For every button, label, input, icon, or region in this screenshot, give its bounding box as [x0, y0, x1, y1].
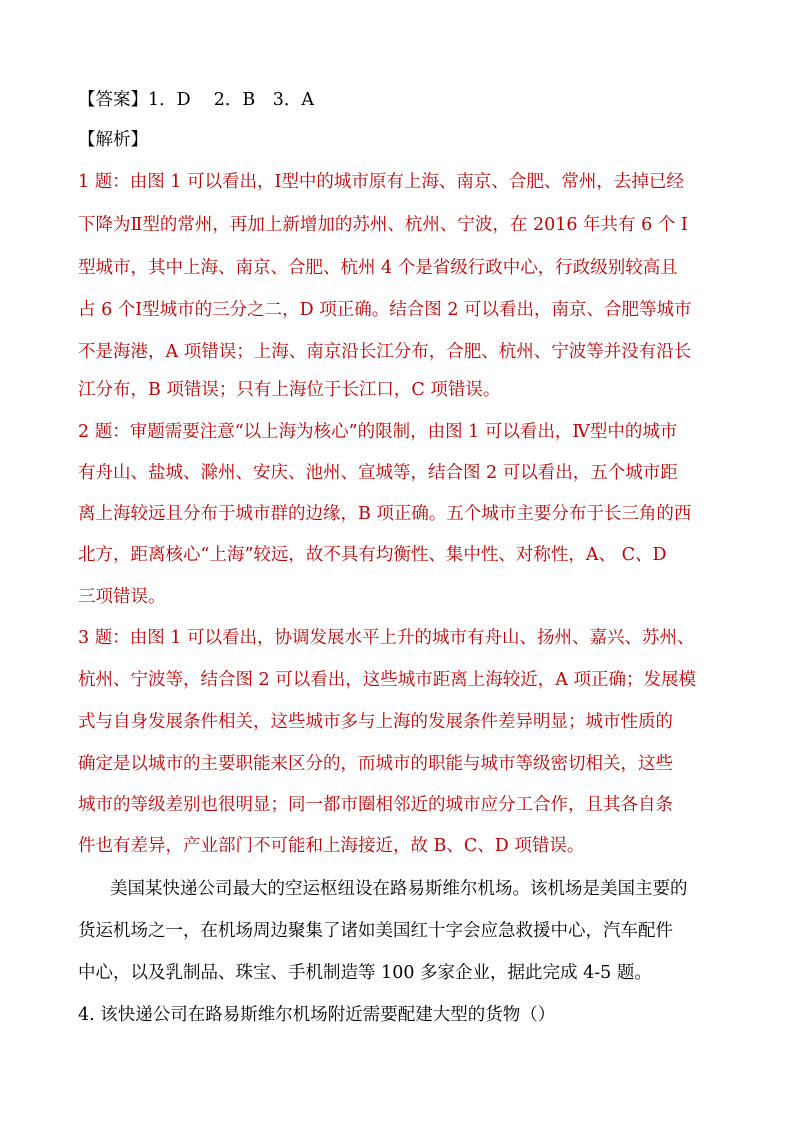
passage-line: 中心，以及乳制品、珠宝、手机制造等 100 多家企业，据此完成 4-5 题。 [78, 963, 652, 983]
q1-line: 1 题：由图 1 可以看出，Ⅰ型中的城市原有上海、南京、合肥、常州，去掉已经 [78, 172, 684, 192]
q3-line: 件也有差异，产业部门不可能和上海接近，故 B、C、D 项错误。 [78, 836, 585, 856]
q3-line: 式与自身发展条件相关，这些城市多与上海的发展条件差异明显；城市性质的 [78, 712, 673, 732]
analysis-heading: 【解析】 [78, 130, 148, 150]
q1-line: 占 6 个Ⅰ型城市的三分之二，D 项正确。结合图 2 可以看出，南京、合肥等城市 [78, 300, 692, 320]
q1-line: 下降为Ⅱ型的常州，再加上新增加的苏州、杭州、宁波，在 2016 年共有 6 个 Ⅰ [78, 215, 688, 235]
q3-line: 3 题：由图 1 可以看出，协调发展水平上升的城市有舟山、扬州、嘉兴、苏州、 [78, 628, 695, 648]
q2-line: 北方，距离核心“上海”较远，故不具有均衡性、集中性、对称性，A、 C、D [78, 545, 667, 565]
q2-line: 离上海较远且分布于城市群的边缘，B 项正确。五个城市主要分布于长三角的西 [78, 504, 692, 524]
q2-line: 有舟山、盐城、滁州、安庆、池州、宣城等，结合图 2 可以看出，五个城市距 [78, 463, 678, 483]
question-4: 4. 该快递公司在路易斯维尔机场附近需要配建大型的货物（） [78, 1005, 556, 1025]
passage-line: 美国某快递公司最大的空运枢纽设在路易斯维尔机场。该机场是美国主要的 [110, 879, 688, 899]
q1-line: 不是海港，A 项错误；上海、南京沿长江分布，合肥、杭州、宁波等并没有沿长 [78, 342, 692, 362]
q3-line: 杭州、宁波等，结合图 2 可以看出，这些城市距离上海较近，A 项正确；发展模 [78, 670, 696, 690]
q2-line: 2 题：审题需要注意“以上海为核心”的限制，由图 1 可以看出，Ⅳ型中的城市 [78, 422, 678, 442]
q2-line: 三项错误。 [78, 587, 166, 607]
q3-line: 城市的等级差别也很明显；同一都市圈相邻近的城市应分工合作，且其各自条 [78, 795, 673, 815]
q1-line: 江分布，B 项错误；只有上海位于长江口，C 项错误。 [78, 380, 501, 400]
answer-line: 【答案】1．D 2．B 3．A [78, 90, 314, 110]
q3-line: 确定是以城市的主要职能来区分的，而城市的职能与城市等级密切相关，这些 [78, 754, 673, 774]
q1-line: 型城市，其中上海、南京、合肥、杭州 4 个是省级行政中心，行政级别较高且 [78, 258, 678, 278]
passage-line: 货运机场之一，在机场周边聚集了诸如美国红十字会应急救援中心，汽车配件 [78, 921, 673, 941]
